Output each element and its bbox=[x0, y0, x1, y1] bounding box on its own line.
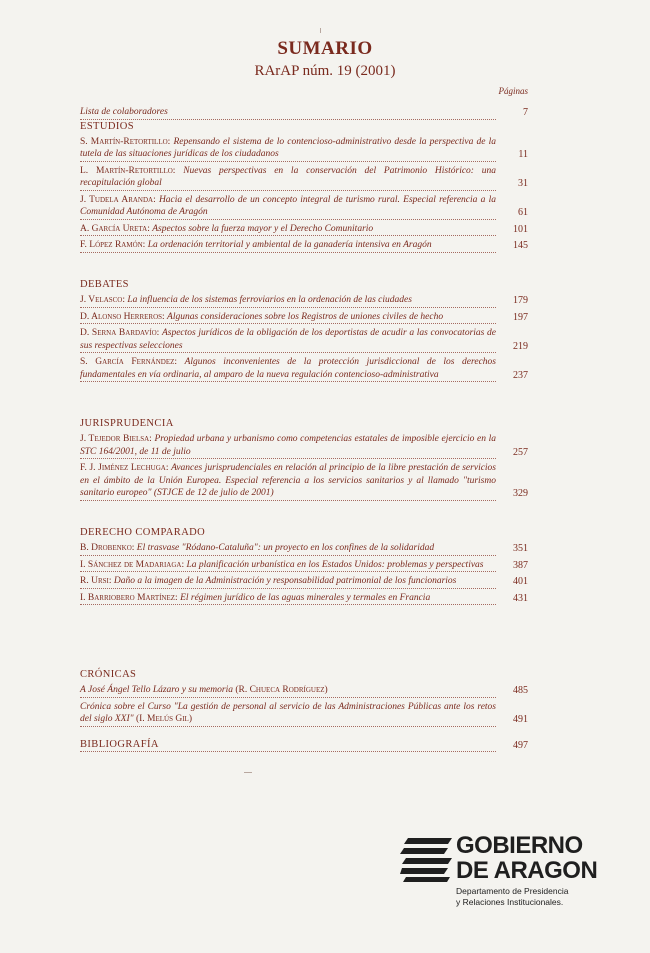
toc-entry[interactable] bbox=[80, 559, 528, 573]
entry-title: Avances jurisprudenciales en relación al principio de la libre prestación de servicios en el ámbito de la Unión Europea. Especial referencia a los servicios sanitarios y al llamado "turismo sanitario europeo" (STJCE de 12 de julio de 2001) bbox=[80, 463, 497, 498]
entry-author: J. Tudela Aranda: bbox=[80, 194, 156, 205]
entry-title: Lista de colaboradores bbox=[80, 106, 496, 120]
logo-department-line-2: y Relaciones Institucionales. bbox=[456, 897, 564, 907]
toc-block-bibliografia bbox=[80, 738, 528, 752]
entry-title: La ordenación territorial y ambiental de la ganadería intensiva en Aragón bbox=[147, 240, 432, 250]
logo-department-line-1: Departamento de Presidencia bbox=[456, 886, 569, 896]
toc-block-derecho-comparado bbox=[80, 526, 528, 605]
entry-author: J. Tejedor Bielsa: bbox=[80, 434, 152, 444]
entry-page: 497 bbox=[513, 739, 528, 751]
aragon-flag-stripes-icon bbox=[400, 836, 452, 882]
toc-entry[interactable] bbox=[80, 165, 528, 191]
entry-page: 431 bbox=[513, 592, 528, 604]
entry-author: D. Alonso Herreros: bbox=[80, 311, 165, 322]
entry-author: S. Martín-Retortillo: bbox=[80, 136, 171, 147]
entry-title: La planificación urbanística en los Estados Unidos: problemas y perspectivas bbox=[186, 559, 484, 570]
entry-author: (R. Chueca Rodríguez) bbox=[235, 685, 328, 695]
toc-entry[interactable] bbox=[80, 462, 528, 501]
entry-page: 31 bbox=[518, 178, 528, 189]
entry-author: A. García Ureta: bbox=[80, 223, 150, 234]
entry-page: 485 bbox=[513, 685, 528, 696]
entry-page: 101 bbox=[513, 223, 528, 235]
gobierno-aragon-logo bbox=[400, 830, 630, 910]
entry-author: F. López Ramón: bbox=[80, 240, 146, 250]
entry-title: Nuevas perspectivas en la conservación del Patrimonio Histórico: una recapitulación global bbox=[80, 165, 496, 188]
entry-title: Crónica sobre el Curso "La gestión de personal al servicio de las Administraciones Públicas ante los retos del siglo XXI" bbox=[80, 701, 496, 724]
entry-author: D. Serna Bardavío: bbox=[80, 328, 160, 338]
entry-page: 219 bbox=[513, 340, 528, 352]
toc-entry[interactable] bbox=[80, 701, 528, 727]
entry-page: 179 bbox=[513, 295, 528, 306]
entry-page: 351 bbox=[513, 543, 528, 554]
print-tick-mid bbox=[244, 772, 252, 773]
toc-entry[interactable] bbox=[80, 542, 528, 556]
pages-column-label: Páginas bbox=[498, 86, 528, 96]
toc-entry[interactable] bbox=[80, 592, 528, 606]
entry-title: Hacia el desarrollo de un concepto integral de turismo rural. Especial referencia a la Comunidad Autónoma de Aragón bbox=[80, 194, 496, 217]
toc-block-jurisprudencia bbox=[80, 417, 528, 501]
section-heading-derecho-comparado: DERECHO COMPARADO bbox=[80, 527, 206, 538]
entry-page: 11 bbox=[518, 149, 528, 160]
entry-title: Algunos inconvenientes de la protección jurisdiccional de los derechos fundamentales en vía ordinaria, al amparo de la nueva regulación contencioso-administrativa bbox=[80, 357, 496, 380]
entry-page: 145 bbox=[513, 240, 528, 251]
logo-line-2: DE ARAGON bbox=[456, 857, 598, 884]
entry-page: 491 bbox=[513, 714, 528, 725]
section-heading-estudios: ESTUDIOS bbox=[80, 120, 134, 132]
entry-page: 237 bbox=[513, 369, 528, 381]
toc-entry[interactable] bbox=[80, 194, 528, 220]
toc-entry[interactable] bbox=[80, 356, 528, 382]
toc-entry-bibliografia[interactable] bbox=[80, 738, 528, 752]
entry-author: F. J. Jiménez Lechuga: bbox=[80, 463, 169, 473]
toc-entry[interactable] bbox=[80, 327, 528, 353]
section-heading-bibliografia: BIBLIOGRAFÍA bbox=[80, 738, 496, 752]
toc-entry[interactable] bbox=[80, 311, 528, 325]
entry-title: Propiedad urbana y urbanismo como competencias estatales de imposible ejercicio en la STC 164/2001, de 11 de julio bbox=[80, 434, 496, 457]
toc-entry-colaboradores[interactable] bbox=[80, 106, 528, 120]
section-heading-debates: DEBATES bbox=[80, 279, 129, 290]
toc-block-estudios bbox=[80, 106, 528, 253]
toc-block-cronicas bbox=[80, 668, 528, 727]
toc-block-debates bbox=[80, 278, 528, 382]
entry-author: I. Sánchez de Madariaga: bbox=[80, 559, 185, 570]
toc-entry[interactable] bbox=[80, 239, 528, 253]
toc-entry[interactable] bbox=[80, 294, 528, 308]
entry-author: B. Drobenko: bbox=[80, 543, 135, 553]
entry-title: Aspectos jurídicos de la obligación de los deportistas de acudir a las convocatorias de sus respectivas selecciones bbox=[80, 328, 496, 351]
toc-entry[interactable] bbox=[80, 433, 528, 459]
print-tick-top bbox=[320, 28, 321, 33]
entry-page: 257 bbox=[513, 446, 528, 458]
toc-entry[interactable] bbox=[80, 684, 528, 698]
entry-title: Repensando el sistema de lo contencioso-administrativo desde la perspectiva de la tutela de las situaciones jurídicas de los ciudadanos bbox=[80, 136, 497, 159]
toc-entry[interactable] bbox=[80, 136, 528, 162]
entry-page: 197 bbox=[513, 311, 528, 323]
entry-page: 401 bbox=[513, 576, 528, 587]
entry-author: R. Ursi: bbox=[80, 576, 112, 586]
entry-page: 329 bbox=[513, 488, 528, 499]
section-heading-jurisprudencia: JURISPRUDENCIA bbox=[80, 418, 174, 429]
entry-author: (I. Melús Gil) bbox=[135, 714, 192, 724]
entry-author: I. Barriobero Martínez: bbox=[80, 592, 178, 603]
entry-title: Aspectos sobre la fuerza mayor y el Derecho Comunitario bbox=[152, 223, 374, 234]
logo-line-1: GOBIERNO bbox=[456, 832, 583, 859]
toc-entry[interactable] bbox=[80, 575, 528, 589]
section-heading-cronicas: CRÓNICAS bbox=[80, 669, 137, 680]
entry-title: A José Ángel Tello Lázaro y su memoria bbox=[80, 685, 233, 695]
entry-author: J. Velasco: bbox=[80, 295, 125, 305]
toc-entry[interactable] bbox=[80, 223, 528, 237]
entry-title: El régimen jurídico de las aguas minerales y termales en Francia bbox=[180, 592, 431, 603]
entry-title: Daño a la imagen de la Administración y responsabilidad patrimonial de los funcionarios bbox=[113, 576, 457, 586]
entry-title: La influencia de los sistemas ferroviarios en la ordenación de las ciudades bbox=[127, 295, 412, 305]
entry-page: 61 bbox=[518, 207, 528, 218]
page-title: SUMARIO bbox=[277, 38, 373, 59]
entry-author: L. Martín-Retortillo: bbox=[80, 165, 176, 176]
entry-page: 387 bbox=[513, 559, 528, 571]
entry-title: El trasvase "Ródano-Cataluña": un proyecto en los confines de la solidaridad bbox=[136, 543, 435, 553]
entry-title: Algunas consideraciones sobre los Registros de uniones civiles de hecho bbox=[167, 311, 444, 322]
entry-author: S. García Fernández: bbox=[80, 357, 178, 367]
page-subtitle: RArAP núm. 19 (2001) bbox=[254, 63, 396, 79]
entry-page: 7 bbox=[523, 107, 528, 118]
